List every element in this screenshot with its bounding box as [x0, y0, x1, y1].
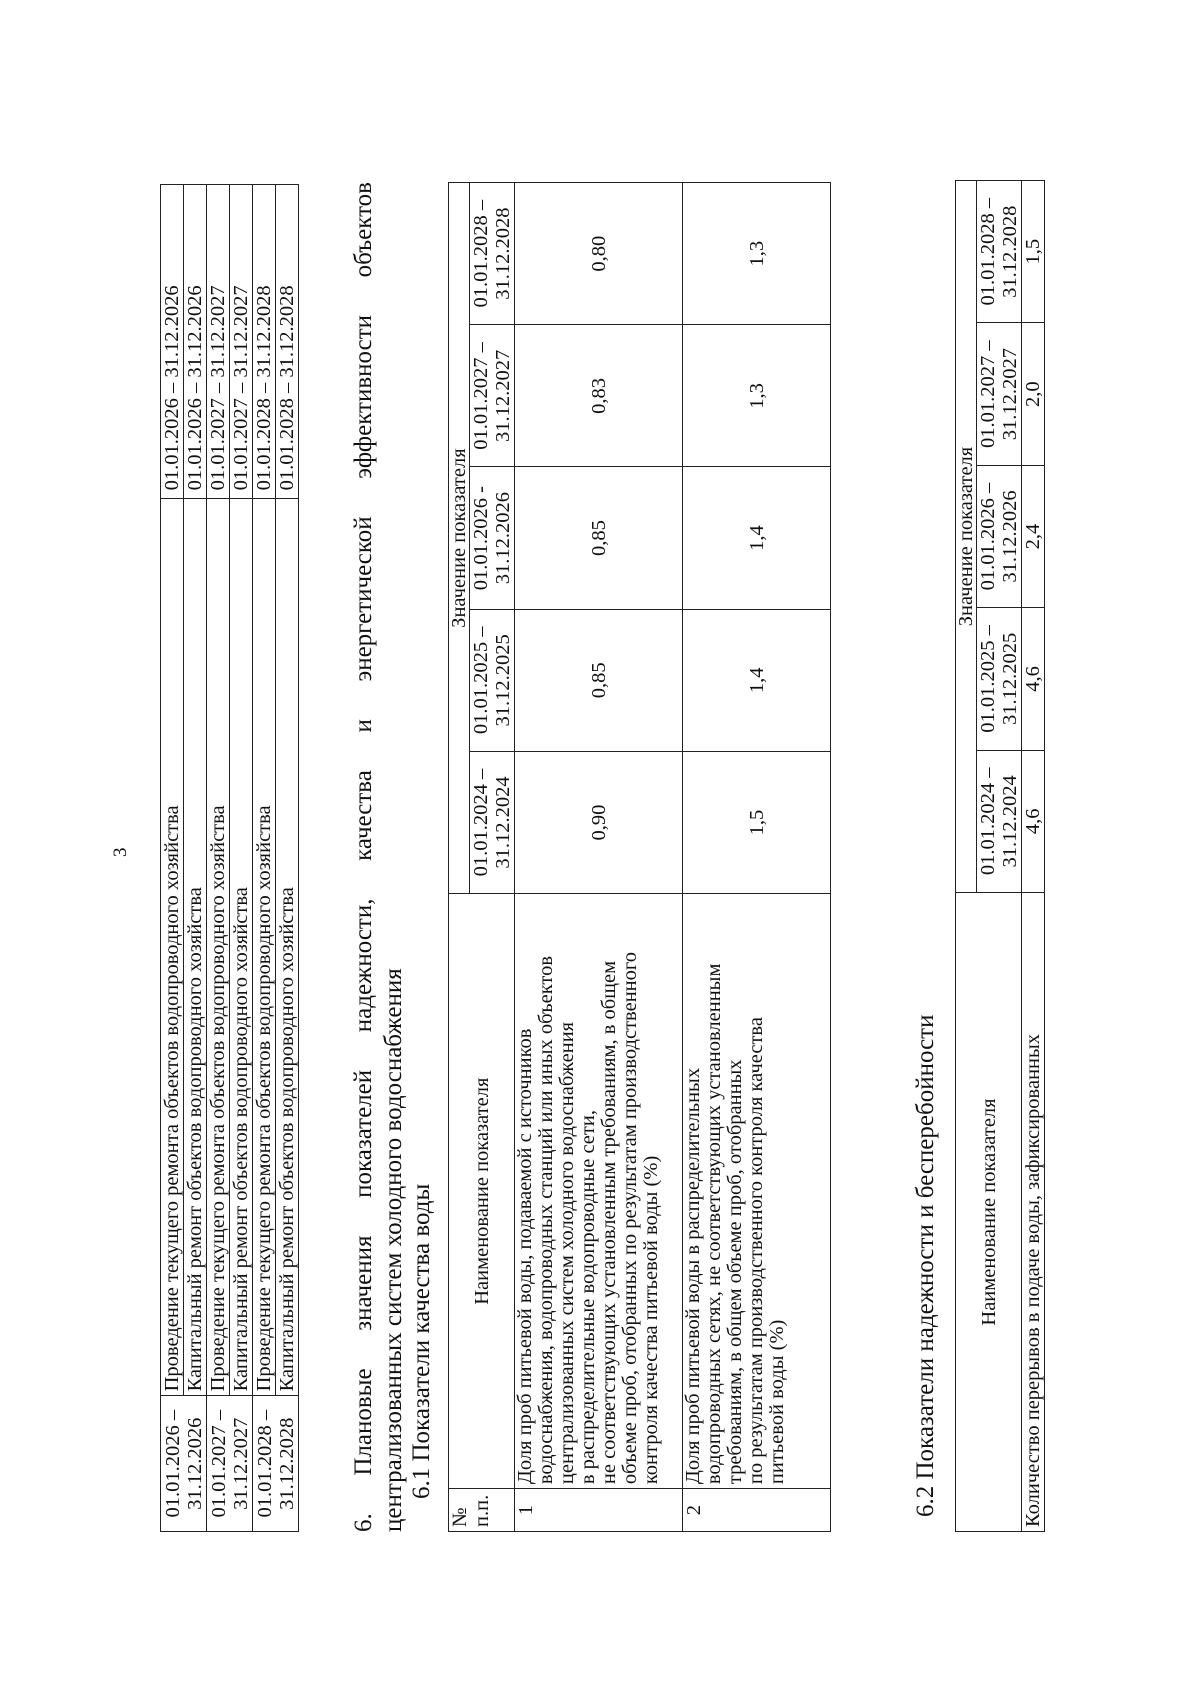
schedule-work: Проведение текущего ремонта объектов водопроводного хозяйства: [207, 499, 230, 1396]
schedule-row: [161, 185, 184, 1532]
period-header: 01.01.2025 – 31.12.2025: [977, 608, 1022, 750]
indicator-value: 4,6: [1022, 608, 1045, 750]
indicator-value: 1,4: [683, 467, 831, 609]
indicator-value: 2,4: [1022, 465, 1045, 607]
table-row: [683, 183, 831, 1532]
period-header: 01.01.2026 - 31.12.2026: [470, 467, 515, 609]
schedule-work: Проведение текущего ремонта объектов водопроводного хозяйства: [161, 499, 184, 1396]
indicator-value: 2,0: [1022, 323, 1045, 465]
schedule-range: 01.01.2027 – 31.12.2027: [207, 185, 230, 499]
indicator-name: Количество перерывов в подаче воды, зафиксированных: [1022, 893, 1045, 1532]
period-header: 01.01.2026 – 31.12.2026: [977, 465, 1022, 607]
col-num-header: № п.п.: [449, 1489, 515, 1532]
schedule-work: Капитальный ремонт объектов водопроводного хозяйства: [230, 499, 253, 1396]
indicator-value: 1,4: [683, 609, 831, 751]
r-col-value-header: Значение показателя: [956, 181, 977, 893]
schedule-range: 01.01.2028 – 31.12.2028: [276, 185, 299, 499]
page-number: 3: [110, 847, 131, 857]
schedule-range: 01.01.2026 – 31.12.2026: [184, 185, 207, 499]
schedule-work: Проведение текущего ремонта объектов водопроводного хозяйства: [253, 499, 276, 1396]
schedule-range: 01.01.2026 – 31.12.2026: [161, 185, 184, 499]
schedule-table: [160, 184, 299, 1532]
indicator-value: 0,83: [515, 325, 683, 467]
schedule-row: [207, 185, 230, 1532]
period-header: 01.01.2027 – 31.12.2027: [470, 325, 515, 467]
schedule-work: Капитальный ремонт объектов водопроводного хозяйства: [276, 499, 299, 1396]
period-header: 01.01.2027 – 31.12.2027: [977, 323, 1022, 465]
schedule-range: 01.01.2027 – 31.12.2027: [230, 185, 253, 499]
period-header: 01.01.2024 – 31.12.2024: [977, 750, 1022, 892]
col-name-header: Наименование показателя: [449, 894, 515, 1489]
schedule-row: [276, 185, 299, 1532]
schedule-row: [230, 185, 253, 1532]
col-value-header: Значение показателя: [449, 183, 470, 894]
schedule-range: 01.01.2028 – 31.12.2028: [253, 185, 276, 499]
indicator-name: Доля проб питьевой воды в распределительных водопроводных сетях, не соответствующих установленным требованиям, в общем объеме проб, отобранных по результатам производственного контроля качества питьевой воды (%): [683, 894, 831, 1489]
indicator-value: 4,6: [1022, 750, 1045, 892]
row-number: 1: [515, 1489, 683, 1532]
period-header: 01.01.2025 – 31.12.2025: [470, 609, 515, 751]
schedule-period: 01.01.2027 – 31.12.2027: [207, 1396, 253, 1532]
period-header: 01.01.2024 – 31.12.2024: [470, 751, 515, 893]
section-6-heading: 6. Плановые значения показателей надежности, качества и энергетической эффективности объектов: [350, 182, 377, 1532]
section-6-heading-cont: централизованных систем холодного водоснабжения: [380, 968, 407, 1532]
row-number: 2: [683, 1489, 831, 1532]
water-quality-table: [448, 182, 831, 1532]
r-col-name-header: Наименование показателя: [956, 893, 1022, 1532]
indicator-value: 0,90: [515, 751, 683, 893]
period-header: 01.01.2028 – 31.12.2028: [470, 183, 515, 325]
table-row: [515, 183, 683, 1532]
schedule-work: Капитальный ремонт объектов водопроводного хозяйства: [184, 499, 207, 1396]
indicator-value: 1,3: [683, 183, 831, 325]
indicator-name: Доля проб питьевой воды, подаваемой с источников водоснабжения, водопроводных станций или иных объектов централизованных систем холодного водоснабжения в распределительные водопроводные сети, не соответствующих установленным требованиям, в общем объеме проб, отобранных по результатам производственного контроля качества питьевой воды (%): [515, 894, 683, 1489]
schedule-period: 01.01.2026 – 31.12.2026: [161, 1396, 207, 1532]
indicator-value: 0,80: [515, 183, 683, 325]
indicator-value: 1,5: [1022, 181, 1045, 323]
schedule-period: 01.01.2028 – 31.12.2028: [253, 1396, 299, 1532]
reliability-table: [955, 180, 1045, 1532]
schedule-row: [253, 185, 276, 1532]
indicator-value: 1,3: [683, 325, 831, 467]
subsection-6-1-title: 6.1 Показатели качества воды: [408, 1183, 435, 1499]
indicator-value: 1,5: [683, 751, 831, 893]
subsection-6-2-title: 6.2 Показатели надежности и бесперебойности: [912, 1014, 939, 1517]
indicator-value: 0,85: [515, 609, 683, 751]
indicator-value: 0,85: [515, 467, 683, 609]
period-header: 01.01.2028 – 31.12.2028: [977, 181, 1022, 323]
schedule-row: [184, 185, 207, 1532]
table-row: [1022, 181, 1045, 1532]
